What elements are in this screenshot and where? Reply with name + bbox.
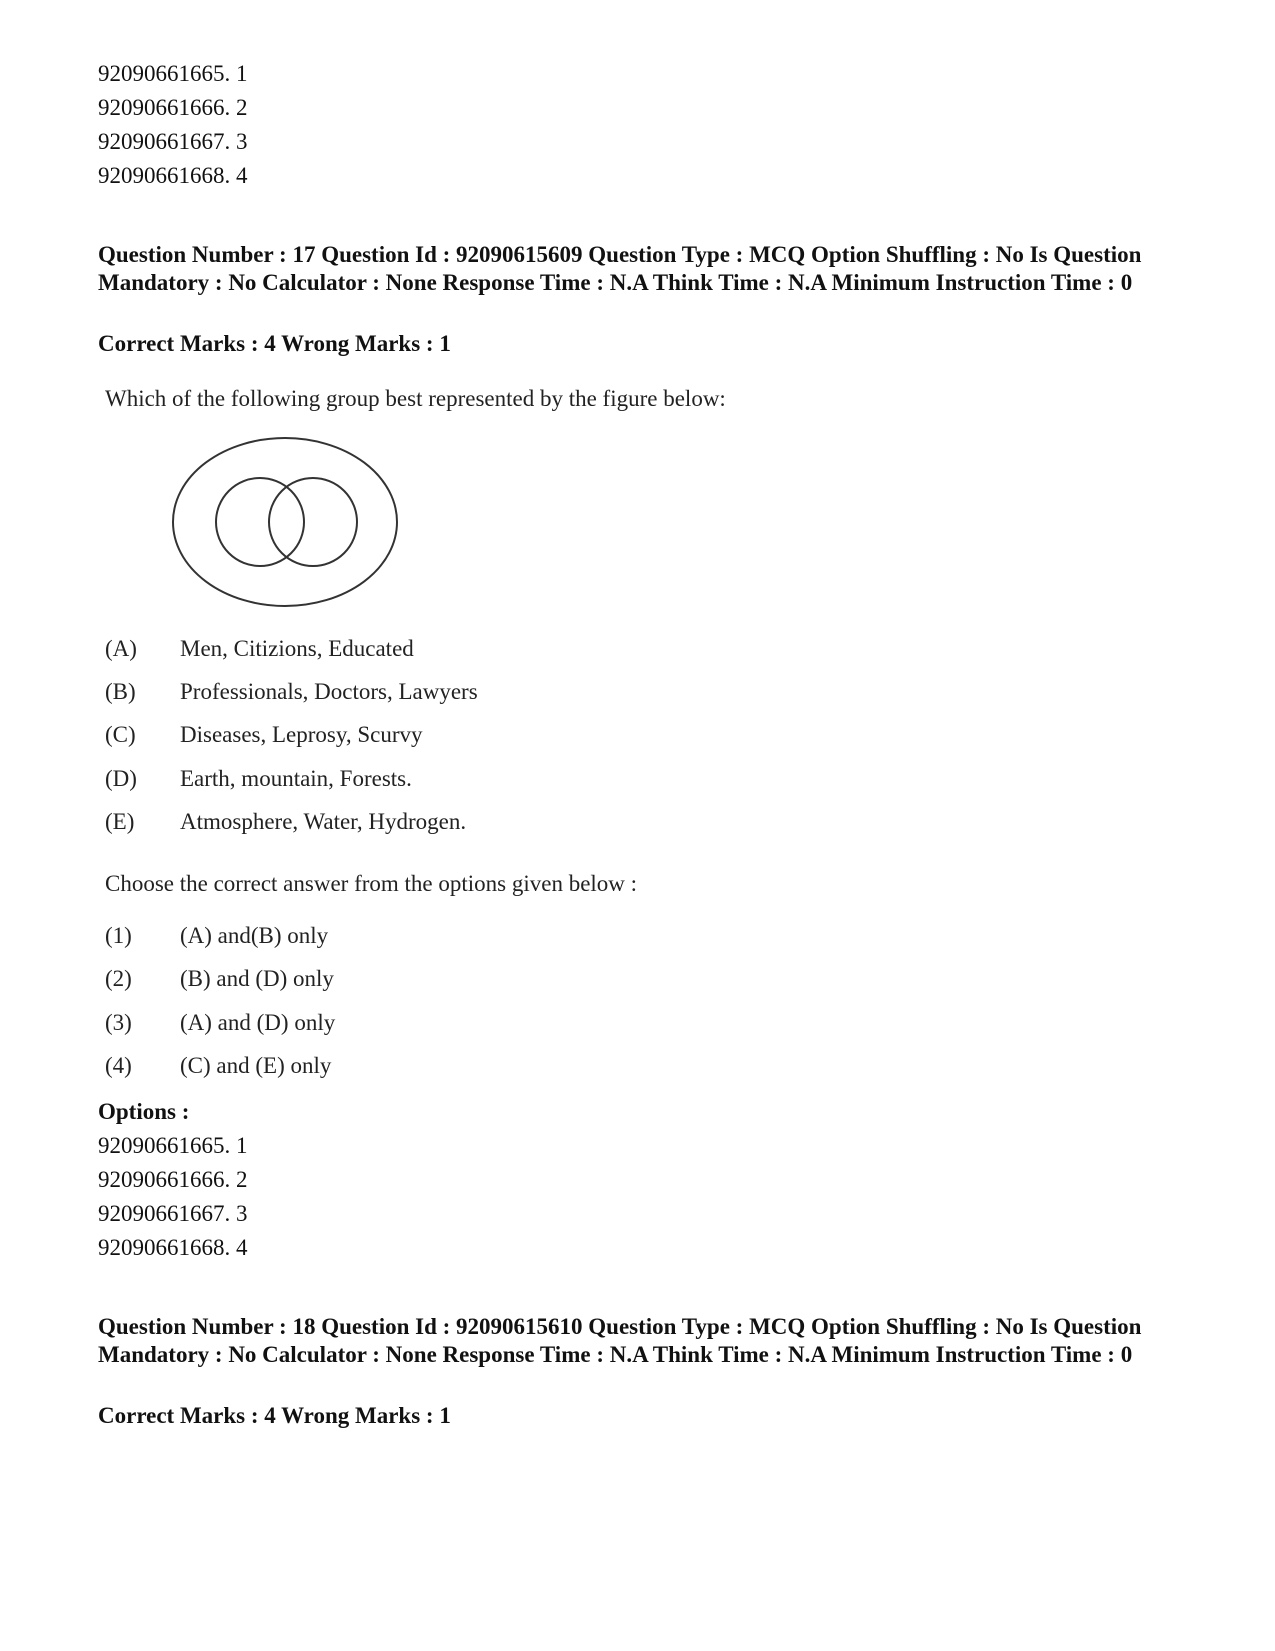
- q17-choice-1: (1) (A) and(B) only: [105, 923, 329, 948]
- q17-choose-text: Choose the correct answer from the options given below :: [105, 871, 638, 896]
- q17-statement-a: (A) Men, Citizions, Educated: [105, 636, 414, 661]
- q17-option-3: 92090661667. 3: [98, 1201, 248, 1226]
- outer-ellipse: [173, 438, 397, 606]
- q17-statement-e: (E) Atmosphere, Water, Hydrogen.: [105, 809, 467, 834]
- q17-statement-c: (C) Diseases, Leprosy, Scurvy: [105, 722, 423, 747]
- left-inner-circle: [216, 478, 304, 566]
- q17-choice-4: (4) (C) and (E) only: [105, 1053, 332, 1078]
- right-inner-circle: [269, 478, 357, 566]
- q18-marks: Correct Marks : 4 Wrong Marks : 1: [98, 1403, 451, 1428]
- prev-option-3: 92090661667. 3: [98, 129, 248, 154]
- q17-option-4: 92090661668. 4: [98, 1235, 248, 1260]
- prev-option-1: 92090661665. 1: [98, 61, 248, 86]
- q17-option-1: 92090661665. 1: [98, 1133, 248, 1158]
- q18-meta: Question Number : 18 Question Id : 92090615610 Question Type : MCQ Option Shuffling : No Is Question Mandatory : No Calculator : None Response Time : N.A Think Time : N.A Minimum Instruction Time : 0: [98, 1314, 1142, 1367]
- prev-option-2: 92090661666. 2: [98, 95, 248, 120]
- q17-statement-b: (B) Professionals, Doctors, Lawyers: [105, 679, 478, 704]
- venn-diagram-figure: [170, 435, 410, 610]
- q17-choice-3: (3) (A) and (D) only: [105, 1010, 336, 1035]
- q17-options-heading: Options :: [98, 1099, 190, 1124]
- prev-option-4: 92090661668. 4: [98, 163, 248, 188]
- q17-choice-2: (2) (B) and (D) only: [105, 966, 334, 991]
- q17-marks: Correct Marks : 4 Wrong Marks : 1: [98, 331, 451, 356]
- q17-question-text: Which of the following group best represented by the figure below:: [105, 386, 726, 411]
- q17-meta: Question Number : 17 Question Id : 92090615609 Question Type : MCQ Option Shuffling : No Is Question Mandatory : No Calculator : None Response Time : N.A Think Time : N.A Minimum Instruction Time : 0: [98, 242, 1142, 295]
- q17-statement-d: (D) Earth, mountain, Forests.: [105, 766, 412, 791]
- q17-option-2: 92090661666. 2: [98, 1167, 248, 1192]
